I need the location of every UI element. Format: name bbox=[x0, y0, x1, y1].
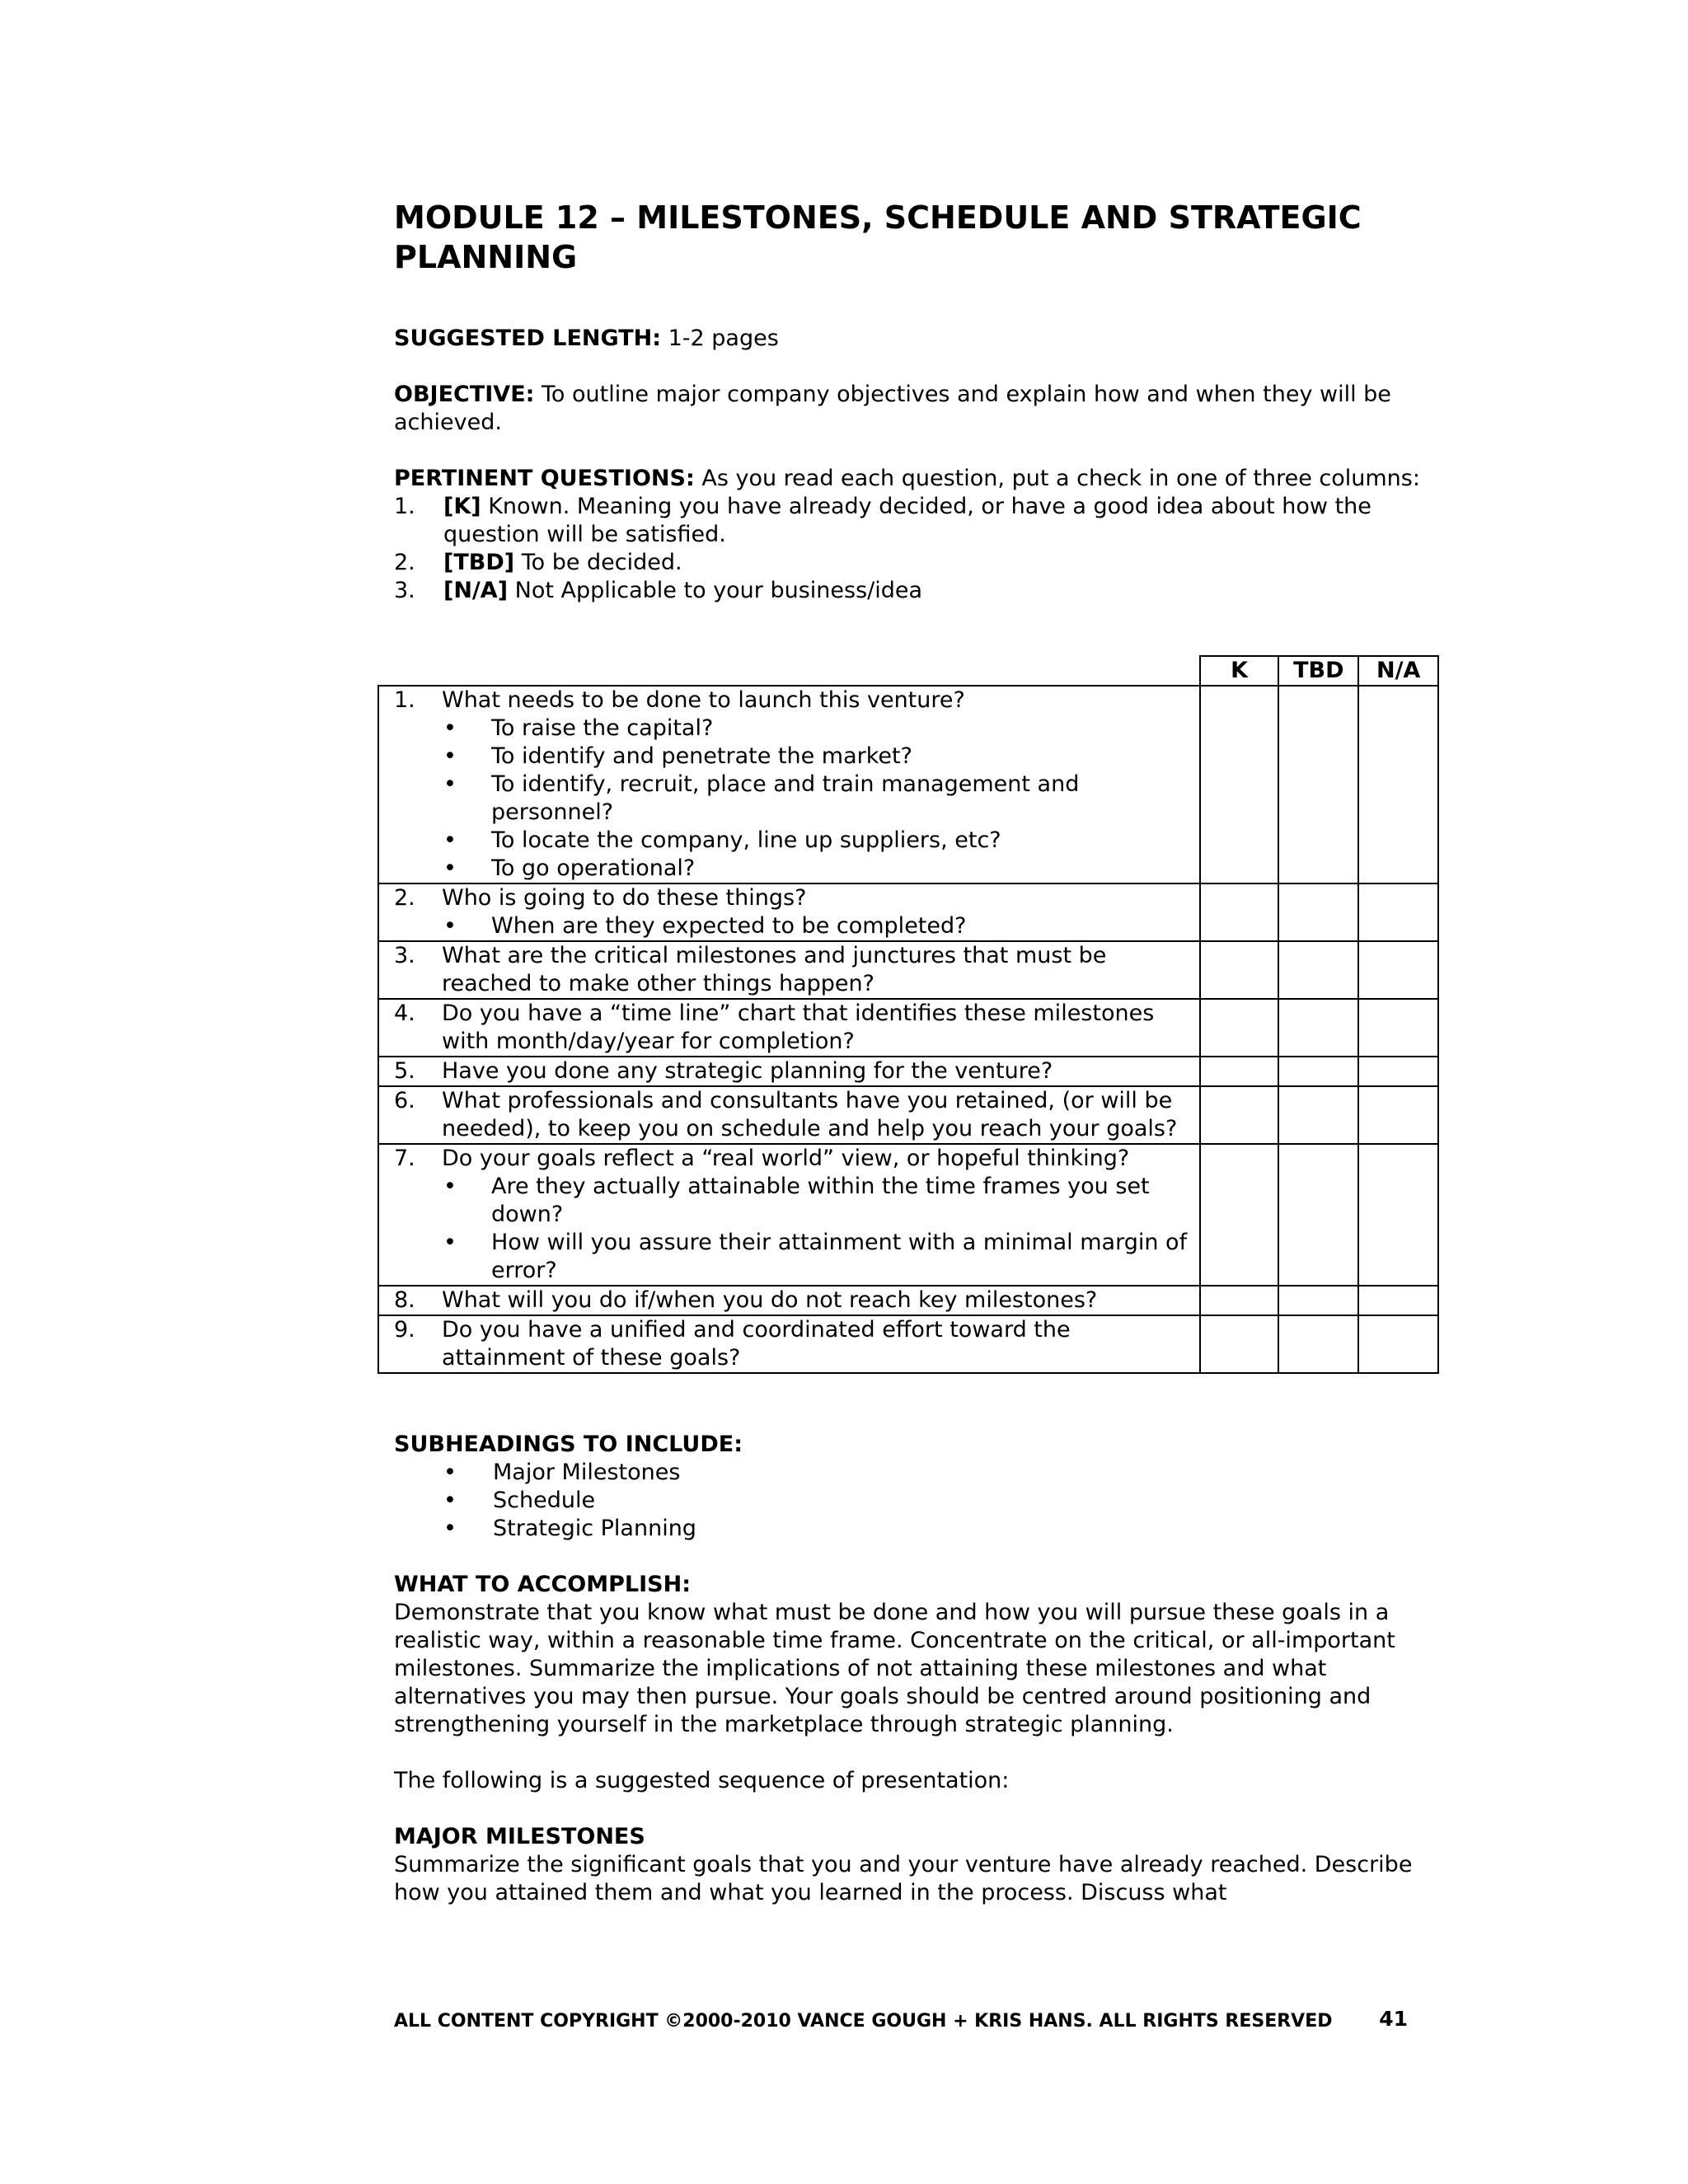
sub-question: • To go operational? bbox=[442, 855, 1191, 883]
column-header-tbd: TBD bbox=[1278, 656, 1358, 686]
accomplish-heading bbox=[394, 1571, 1424, 1599]
suggested-length-value: 1-2 pages bbox=[668, 326, 779, 351]
questions-table bbox=[377, 655, 1439, 1374]
checkbox-cell-na[interactable] bbox=[1358, 1086, 1438, 1144]
objective-value: To outline major company objectives and explain how and when they will be achieved. bbox=[394, 382, 1391, 435]
checkbox-cell-na[interactable] bbox=[1358, 1315, 1438, 1373]
question bbox=[394, 1145, 1191, 1285]
pertinent-questions bbox=[394, 465, 1424, 493]
checkbox-cell-na[interactable] bbox=[1358, 686, 1438, 883]
question-cell bbox=[378, 1057, 1200, 1086]
checkbox-cell-tbd[interactable] bbox=[1278, 1144, 1358, 1286]
accomplish-label: WHAT TO ACCOMPLISH: bbox=[394, 1572, 691, 1597]
legend-text: To be decided. bbox=[521, 550, 682, 575]
checkbox-cell-tbd[interactable] bbox=[1278, 999, 1358, 1057]
table-row bbox=[378, 1144, 1438, 1286]
legend-number: 3. bbox=[394, 578, 415, 603]
question-number: 6. bbox=[394, 1088, 415, 1113]
sub-question: • To identify and penetrate the market? bbox=[442, 743, 1191, 771]
checkbox-cell-k[interactable] bbox=[1200, 1315, 1279, 1373]
question-number: 4. bbox=[394, 1001, 415, 1026]
question-number: 9. bbox=[394, 1317, 415, 1343]
question-text: Do you have a unified and coordinated effort toward the attainment of these goals? bbox=[442, 1317, 1071, 1371]
sub-question: • To locate the company, line up suppliers, etc? bbox=[442, 827, 1191, 855]
question-number: 3. bbox=[394, 943, 415, 968]
checkbox-cell-na[interactable] bbox=[1358, 1057, 1438, 1086]
legend-number: 1. bbox=[394, 494, 415, 519]
question bbox=[394, 942, 1191, 998]
legend-text: Not Applicable to your business/idea bbox=[514, 578, 923, 603]
checkbox-cell-tbd[interactable] bbox=[1278, 941, 1358, 999]
checkbox-cell-na[interactable] bbox=[1358, 883, 1438, 941]
question-cell bbox=[378, 1315, 1200, 1373]
suggested-length bbox=[394, 325, 1424, 353]
question-text: What will you do if/when you do not reach key milestones? bbox=[442, 1287, 1098, 1313]
question bbox=[394, 1057, 1191, 1085]
legend-text: Known. Meaning you have already decided, or have a good idea about how the question will be satisfied. bbox=[443, 494, 1372, 547]
pertinent-value: As you read each question, put a check in one of three columns: bbox=[701, 466, 1420, 491]
subheadings-list bbox=[394, 1459, 1424, 1543]
major-milestones-label: MAJOR MILESTONES bbox=[394, 1824, 645, 1849]
checkbox-cell-tbd[interactable] bbox=[1278, 1286, 1358, 1315]
table-row bbox=[378, 941, 1438, 999]
checkbox-cell-tbd[interactable] bbox=[1278, 1057, 1358, 1086]
legend-tag: [N/A] bbox=[443, 578, 509, 603]
question-cell bbox=[378, 999, 1200, 1057]
table-row bbox=[378, 1286, 1438, 1315]
question-number: 5. bbox=[394, 1058, 415, 1084]
sub-question: • To raise the capital? bbox=[442, 715, 1191, 743]
sub-question: • Are they actually attainable within the time frames you set down? bbox=[442, 1173, 1191, 1229]
checkbox-cell-tbd[interactable] bbox=[1278, 1086, 1358, 1144]
sequence-text: The following is a suggested sequence of presentation: bbox=[394, 1768, 1010, 1793]
page-number: 41 bbox=[1379, 2007, 1408, 2031]
upper-content bbox=[394, 198, 1424, 605]
question-cell bbox=[378, 941, 1200, 999]
subheading-item: • Schedule bbox=[443, 1487, 1424, 1515]
question-number: 7. bbox=[394, 1146, 415, 1171]
checkbox-cell-k[interactable] bbox=[1200, 1057, 1279, 1086]
legend-item bbox=[394, 549, 1424, 577]
table-row bbox=[378, 1315, 1438, 1373]
header-spacer bbox=[378, 656, 1200, 686]
checkbox-cell-tbd[interactable] bbox=[1278, 686, 1358, 883]
checkbox-cell-k[interactable] bbox=[1200, 1086, 1279, 1144]
question bbox=[394, 687, 1191, 883]
question-text: What needs to be done to launch this venture? bbox=[442, 687, 965, 713]
objective bbox=[394, 381, 1424, 437]
checkbox-cell-na[interactable] bbox=[1358, 1286, 1438, 1315]
pertinent-label: PERTINENT QUESTIONS: bbox=[394, 466, 695, 491]
checkbox-cell-na[interactable] bbox=[1358, 941, 1438, 999]
question-text: Do your goals reflect a “real world” view, or hopeful thinking? bbox=[442, 1146, 1130, 1171]
question-number: 1. bbox=[394, 687, 415, 713]
checkbox-cell-k[interactable] bbox=[1200, 1286, 1279, 1315]
question bbox=[394, 1286, 1191, 1315]
objective-label: OBJECTIVE: bbox=[394, 382, 535, 407]
table-row bbox=[378, 1057, 1438, 1086]
subheadings-heading bbox=[394, 1431, 1424, 1459]
table-header-row bbox=[378, 656, 1438, 686]
table-body bbox=[378, 686, 1438, 1373]
checkbox-cell-k[interactable] bbox=[1200, 999, 1279, 1057]
question bbox=[394, 1000, 1191, 1056]
question-text: Do you have a “time line” chart that identifies these milestones with month/day/year for completion? bbox=[442, 1001, 1155, 1054]
checkbox-cell-na[interactable] bbox=[1358, 999, 1438, 1057]
suggested-length-label: SUGGESTED LENGTH: bbox=[394, 326, 661, 351]
question-text: Have you done any strategic planning for the venture? bbox=[442, 1058, 1053, 1084]
column-header-k: K bbox=[1200, 656, 1279, 686]
legend-number: 2. bbox=[394, 550, 415, 575]
major-milestones-text: Summarize the significant goals that you and your venture have already reached. Describe how you attained them and what you learned in the process. Discuss what bbox=[394, 1852, 1413, 1905]
legend-tag: [K] bbox=[443, 494, 481, 519]
question-number: 8. bbox=[394, 1287, 415, 1313]
legend-item bbox=[394, 577, 1424, 605]
legend-list bbox=[394, 493, 1424, 605]
checkbox-cell-na[interactable] bbox=[1358, 1144, 1438, 1286]
question bbox=[394, 1087, 1191, 1143]
question bbox=[394, 1316, 1191, 1372]
page-title: MODULE 12 – MILESTONES, SCHEDULE AND STRATEGIC PLANNING bbox=[394, 199, 1362, 275]
question-text: Who is going to do these things? bbox=[442, 885, 807, 911]
sub-question-list bbox=[442, 912, 1191, 940]
subheading-item: • Strategic Planning bbox=[443, 1515, 1424, 1543]
table-row bbox=[378, 999, 1438, 1057]
sub-question-list bbox=[442, 1173, 1191, 1285]
accomplish-text: Demonstrate that you know what must be done and how you will pursue these goals in a realistic way, within a reasonable time frame. Concentrate on the critical, or all-important milestones. Summarize the implications of not attaining these milestones and what alternatives you may then pursue. Your goals should be centred around positioning and strengthening yourself in the marketplace through strategic planning. bbox=[394, 1600, 1395, 1737]
checkbox-cell-k[interactable] bbox=[1200, 686, 1279, 883]
question-cell bbox=[378, 1286, 1200, 1315]
lower-content bbox=[394, 1431, 1424, 1907]
question-cell bbox=[378, 1144, 1200, 1286]
table-row bbox=[378, 883, 1438, 941]
checkbox-cell-k[interactable] bbox=[1200, 941, 1279, 999]
sub-question: • When are they expected to be completed? bbox=[442, 912, 1191, 940]
legend-item bbox=[394, 493, 1424, 549]
question-text: What are the critical milestones and junctures that must be reached to make other things happen? bbox=[442, 943, 1107, 996]
table-row bbox=[378, 1086, 1438, 1144]
sub-question-list bbox=[442, 715, 1191, 883]
subheadings-label: SUBHEADINGS TO INCLUDE: bbox=[394, 1432, 743, 1457]
checkbox-cell-k[interactable] bbox=[1200, 883, 1279, 941]
question-cell bbox=[378, 883, 1200, 941]
column-header-na: N/A bbox=[1358, 656, 1438, 686]
sub-question: • To identify, recruit, place and train management and personnel? bbox=[442, 771, 1191, 827]
question-cell bbox=[378, 686, 1200, 883]
page-footer bbox=[394, 2009, 1424, 2034]
checkbox-cell-tbd[interactable] bbox=[1278, 883, 1358, 941]
major-milestones-heading bbox=[394, 1823, 1424, 1851]
legend-tag: [TBD] bbox=[443, 550, 515, 575]
sub-question: • How will you assure their attainment with a minimal margin of error? bbox=[442, 1229, 1191, 1285]
question bbox=[394, 884, 1191, 940]
checkbox-cell-k[interactable] bbox=[1200, 1144, 1279, 1286]
copyright-notice: ALL CONTENT COPYRIGHT ©2000-2010 VANCE GOUGH + KRIS HANS. ALL RIGHTS RESERVED bbox=[394, 2011, 1333, 2032]
question-number: 2. bbox=[394, 885, 415, 911]
checkbox-cell-tbd[interactable] bbox=[1278, 1315, 1358, 1373]
question-text: What professionals and consultants have you retained, (or will be needed), to keep you on schedule and help you reach your goals? bbox=[442, 1088, 1178, 1141]
question-cell bbox=[378, 1086, 1200, 1144]
subheading-item: • Major Milestones bbox=[443, 1459, 1424, 1487]
table-row bbox=[378, 686, 1438, 883]
